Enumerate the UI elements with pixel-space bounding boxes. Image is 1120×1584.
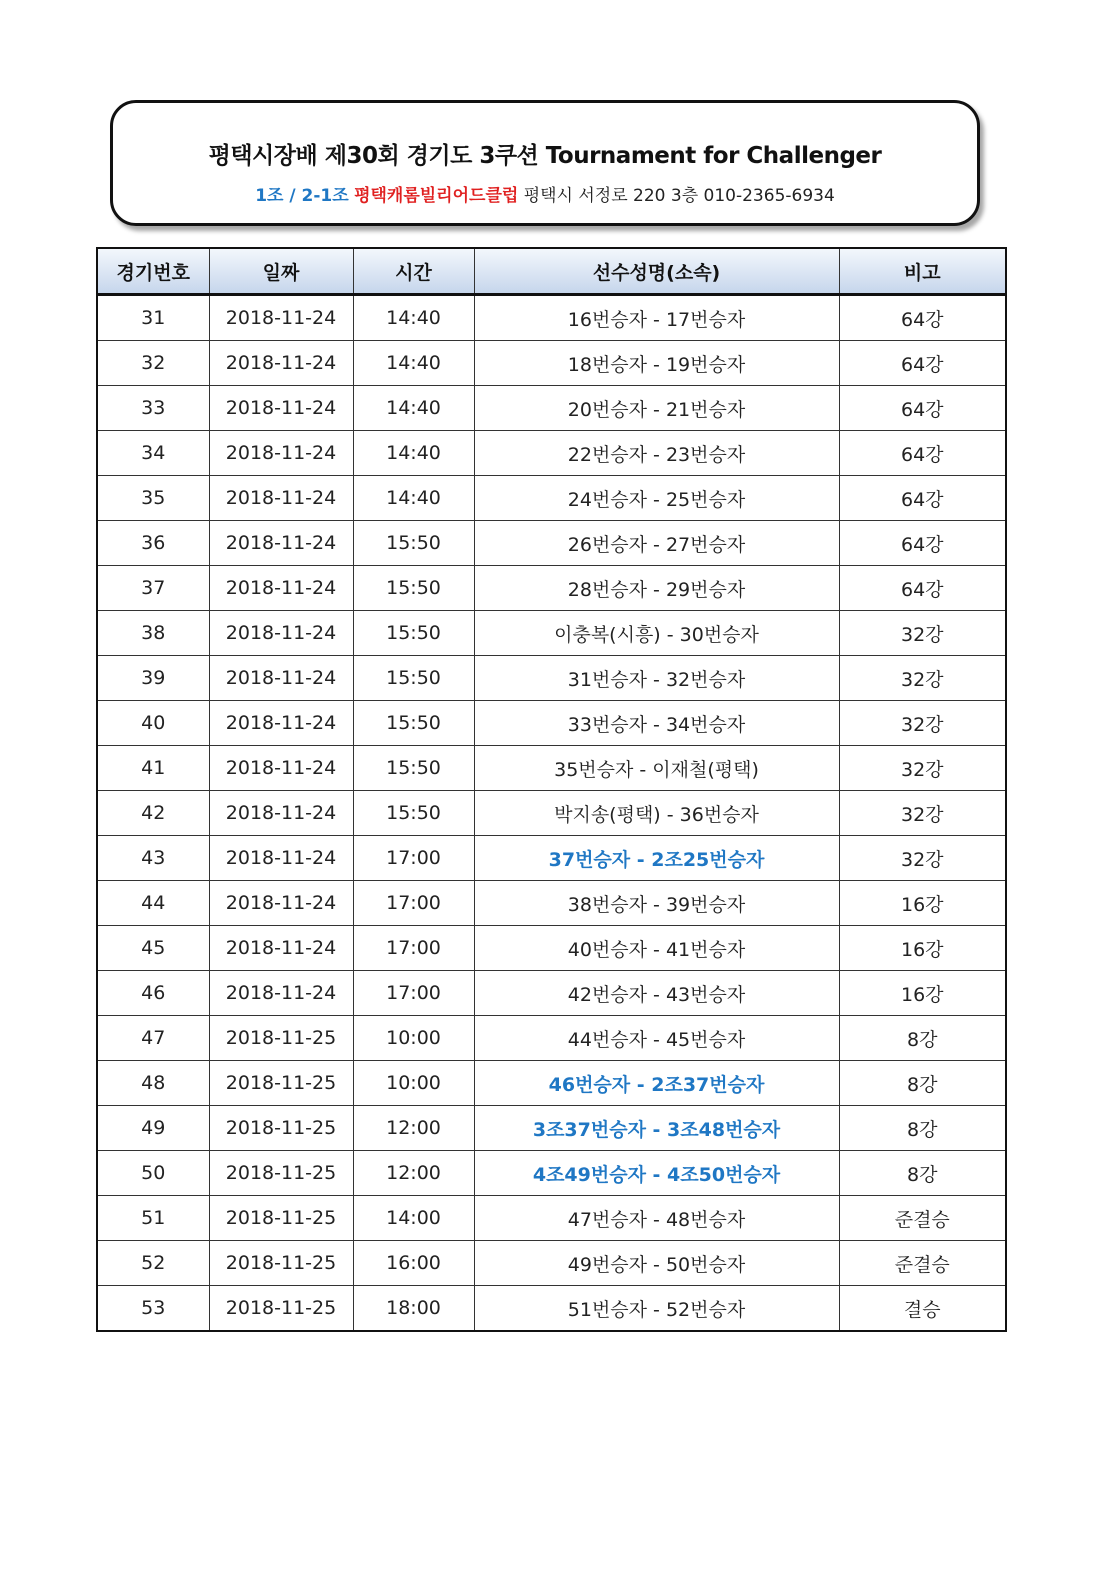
cell-match-no: 31 [97,295,209,341]
table-row [97,1196,1006,1241]
cell-match-no: 44 [97,881,209,926]
cell-time: 15:50 [353,701,474,746]
cell-match-no: 34 [97,431,209,476]
cell-players: 40번승자 - 41번승자 [474,926,839,971]
cell-note: 32강 [839,746,1006,791]
cell-players: 18번승자 - 19번승자 [474,341,839,386]
table-row [97,386,1006,431]
cell-date: 2018-11-25 [209,1196,353,1241]
cell-note: 8강 [839,1106,1006,1151]
column-header-time: 시간 [353,248,474,295]
cell-players: 이충복(시흥) - 30번승자 [474,611,839,656]
cell-players: 박지송(평택) - 36번승자 [474,791,839,836]
cell-match-no: 45 [97,926,209,971]
cell-note: 64강 [839,431,1006,476]
cell-players: 3조37번승자 - 3조48번승자 [474,1106,839,1151]
cell-date: 2018-11-24 [209,881,353,926]
cell-date: 2018-11-25 [209,1016,353,1061]
table-row [97,746,1006,791]
cell-time: 12:00 [353,1151,474,1196]
column-header-note: 비고 [839,248,1006,295]
cell-time: 18:00 [353,1286,474,1332]
cell-time: 14:00 [353,1196,474,1241]
cell-note: 64강 [839,386,1006,431]
cell-note: 32강 [839,656,1006,701]
cell-date: 2018-11-24 [209,476,353,521]
cell-match-no: 36 [97,521,209,566]
cell-match-no: 50 [97,1151,209,1196]
cell-time: 15:50 [353,521,474,566]
cell-time: 15:50 [353,566,474,611]
cell-match-no: 38 [97,611,209,656]
cell-match-no: 48 [97,1061,209,1106]
cell-time: 14:40 [353,295,474,341]
cell-note: 64강 [839,566,1006,611]
cell-players: 24번승자 - 25번승자 [474,476,839,521]
cell-match-no: 39 [97,656,209,701]
cell-date: 2018-11-24 [209,656,353,701]
cell-note: 8강 [839,1016,1006,1061]
cell-players: 20번승자 - 21번승자 [474,386,839,431]
cell-date: 2018-11-24 [209,295,353,341]
table-row [97,1061,1006,1106]
cell-match-no: 40 [97,701,209,746]
table-row [97,566,1006,611]
table-row [97,881,1006,926]
cell-match-no: 46 [97,971,209,1016]
cell-players: 22번승자 - 23번승자 [474,431,839,476]
cell-time: 17:00 [353,971,474,1016]
table-row [97,1016,1006,1061]
cell-time: 15:50 [353,791,474,836]
venue-name: 평택캐롬빌리어드클럽 [354,186,519,206]
table-row [97,1151,1006,1196]
cell-match-no: 51 [97,1196,209,1241]
cell-players: 42번승자 - 43번승자 [474,971,839,1016]
cell-match-no: 42 [97,791,209,836]
cell-date: 2018-11-25 [209,1151,353,1196]
cell-note: 8강 [839,1061,1006,1106]
cell-time: 17:00 [353,881,474,926]
cell-note: 준결승 [839,1241,1006,1286]
cell-players: 4조49번승자 - 4조50번승자 [474,1151,839,1196]
cell-date: 2018-11-24 [209,791,353,836]
cell-note: 64강 [839,476,1006,521]
table-row [97,1286,1006,1332]
cell-note: 32강 [839,791,1006,836]
subtitle [113,181,977,206]
cell-date: 2018-11-25 [209,1286,353,1332]
cell-time: 15:50 [353,656,474,701]
cell-date: 2018-11-24 [209,836,353,881]
cell-players: 51번승자 - 52번승자 [474,1286,839,1332]
schedule-table [96,247,1007,1332]
cell-match-no: 35 [97,476,209,521]
column-header-players: 선수성명(소속) [474,248,839,295]
column-header-match-no: 경기번호 [97,248,209,295]
cell-players: 49번승자 - 50번승자 [474,1241,839,1286]
cell-note: 64강 [839,341,1006,386]
cell-date: 2018-11-24 [209,701,353,746]
cell-note: 16강 [839,971,1006,1016]
cell-date: 2018-11-25 [209,1241,353,1286]
cell-note: 32강 [839,701,1006,746]
cell-time: 10:00 [353,1061,474,1106]
cell-date: 2018-11-24 [209,971,353,1016]
cell-date: 2018-11-24 [209,521,353,566]
table-header-row [97,248,1006,295]
cell-players: 28번승자 - 29번승자 [474,566,839,611]
cell-players: 33번승자 - 34번승자 [474,701,839,746]
cell-note: 32강 [839,611,1006,656]
cell-date: 2018-11-24 [209,926,353,971]
cell-time: 17:00 [353,926,474,971]
cell-note: 16강 [839,881,1006,926]
cell-date: 2018-11-25 [209,1061,353,1106]
cell-match-no: 43 [97,836,209,881]
cell-players: 44번승자 - 45번승자 [474,1016,839,1061]
group-label: 1조 / 2-1조 [255,186,349,206]
table-row [97,971,1006,1016]
cell-time: 14:40 [353,476,474,521]
cell-players: 38번승자 - 39번승자 [474,881,839,926]
table-row [97,295,1006,341]
cell-time: 14:40 [353,341,474,386]
column-header-date: 일짜 [209,248,353,295]
table-row [97,341,1006,386]
cell-time: 16:00 [353,1241,474,1286]
cell-date: 2018-11-24 [209,341,353,386]
table-row [97,701,1006,746]
table-row [97,476,1006,521]
cell-date: 2018-11-25 [209,1106,353,1151]
cell-date: 2018-11-24 [209,746,353,791]
cell-date: 2018-11-24 [209,386,353,431]
title-box [110,100,980,226]
cell-players: 46번승자 - 2조37번승자 [474,1061,839,1106]
cell-players: 31번승자 - 32번승자 [474,656,839,701]
table-row [97,836,1006,881]
cell-match-no: 41 [97,746,209,791]
cell-time: 15:50 [353,746,474,791]
cell-match-no: 52 [97,1241,209,1286]
cell-time: 10:00 [353,1016,474,1061]
page-title: 평택시장배 제30회 경기도 3쿠션 Tournament for Challenger [208,143,882,169]
cell-note: 결승 [839,1286,1006,1332]
table-row [97,656,1006,701]
cell-time: 14:40 [353,431,474,476]
cell-players: 37번승자 - 2조25번승자 [474,836,839,881]
cell-time: 17:00 [353,836,474,881]
cell-note: 16강 [839,926,1006,971]
cell-players: 35번승자 - 이재철(평택) [474,746,839,791]
cell-players: 47번승자 - 48번승자 [474,1196,839,1241]
cell-note: 준결승 [839,1196,1006,1241]
cell-match-no: 32 [97,341,209,386]
schedule-body [97,295,1006,1332]
cell-players: 26번승자 - 27번승자 [474,521,839,566]
cell-note: 32강 [839,836,1006,881]
table-row [97,431,1006,476]
table-row [97,791,1006,836]
cell-players: 16번승자 - 17번승자 [474,295,839,341]
cell-match-no: 47 [97,1016,209,1061]
cell-time: 14:40 [353,386,474,431]
table-row [97,611,1006,656]
cell-date: 2018-11-24 [209,611,353,656]
cell-date: 2018-11-24 [209,566,353,611]
table-row [97,1241,1006,1286]
cell-date: 2018-11-24 [209,431,353,476]
cell-note: 64강 [839,521,1006,566]
cell-note: 8강 [839,1151,1006,1196]
table-row [97,1106,1006,1151]
cell-match-no: 53 [97,1286,209,1332]
table-row [97,926,1006,971]
venue-address: 평택시 서정로 220 3층 010-2365-6934 [523,186,835,206]
cell-match-no: 37 [97,566,209,611]
cell-note: 64강 [839,295,1006,341]
cell-time: 12:00 [353,1106,474,1151]
table-row [97,521,1006,566]
cell-time: 15:50 [353,611,474,656]
cell-match-no: 49 [97,1106,209,1151]
cell-match-no: 33 [97,386,209,431]
